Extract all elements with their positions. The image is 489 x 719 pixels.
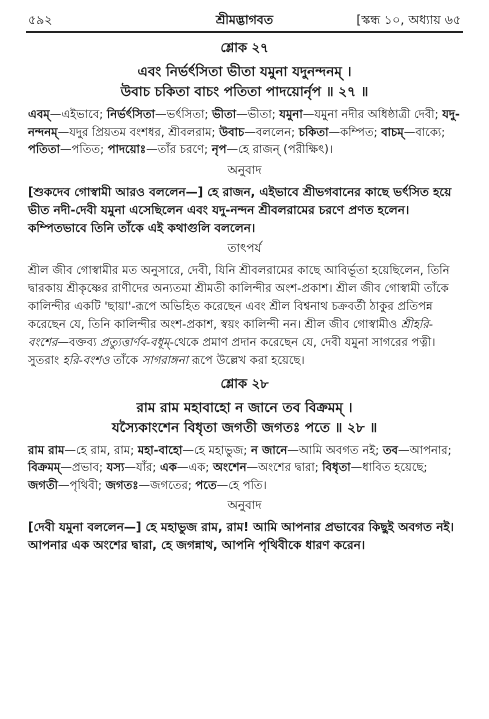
synonym-term: পতিতা (28, 142, 60, 156)
synonym-term: পতে (195, 477, 217, 492)
scripture-reference: শ্রীহরি-বংশের (28, 316, 433, 349)
synonym-term: অংশেন (213, 460, 247, 474)
purport-text: —বক্তব্য (57, 334, 101, 349)
page-number: ৫৯২ (28, 12, 53, 27)
synonym-meaning: —ধাবিত হয়েছে; (350, 460, 428, 474)
synonym-meaning: —জগতের; (138, 477, 196, 492)
synonym-term: বিধৃতা (322, 460, 351, 474)
synonym-term: মহা-বাহো (137, 442, 183, 457)
verse-27-purport-heading: তাৎপর্য (227, 240, 262, 255)
verse-28-line-1: রাম রাম মহাবাহো ন জানে তব বিক্রমম্‌ । (136, 399, 353, 416)
synonym-meaning: —বললেন; (244, 124, 299, 139)
verse-27-purport (28, 261, 461, 369)
synonym-term: বিক্রমম্‌ (28, 460, 61, 474)
purport-text: রূপে উল্লেখ করা হয়েছে। (188, 352, 305, 367)
synonym-meaning: —হে রাজন্‌ (পরীক্ষিৎ)। (226, 142, 333, 156)
purport-text: শ্রীল জীব গোস্বামীর মত অনুসারে, দেবী, যিনি শ্রীবলরামের কাছে আবির্ভূতা হয়েছিলেন, তিনি দ্বারকায় শ্রীকৃষ্ণের রাণীদের অন্যতমা শ্রীমতী কালিন্দীর অংশ-প্রকাশ। শ্রীল জীব গোস্বামী তাঁকে কালিন্দীর একটি 'ছায়া'-রূপে অভিহিত করেছেন এবং শ্রীল বিশ্বনাথ চক্রবর্তী ঠাকুর প্রতিপন্ন করেছেন যে, তিনি কালিন্দীর অংশ-প্রকাশ, স্বয়ং কালিন্দী নন। শ্রীল জীব গোস্বামীও (28, 262, 450, 331)
verse-28-number: শ্লোক ২৮ (220, 376, 269, 392)
synonym-term: ভীতা (212, 107, 237, 121)
synonym-term: জগতী (28, 477, 58, 492)
synonym-meaning: —তাঁর চরণে; (146, 142, 212, 156)
synonym-meaning: —অংশের দ্বারা; (246, 460, 323, 474)
synonym-meaning: —হে পতি। (216, 477, 267, 492)
synonym-meaning: —প্রভাব; (60, 460, 107, 474)
canto-chapter-ref: [স্কন্ধ ১০, অধ্যায় ৬৫ (356, 12, 461, 27)
synonym-term: এবম্‌ (28, 107, 50, 121)
synonym-term: ন জানে (251, 442, 288, 457)
synonym-term: চকিতা (298, 124, 329, 139)
scripture-reference: প্রত্যুত্তার্ণব-বধূম্‌ (100, 334, 170, 349)
header-rule (26, 31, 463, 33)
verse-27-translation-heading: অনুবাদ (227, 162, 262, 177)
synonym-term: উবাচ (219, 124, 245, 139)
synonym-meaning: —বাক্যে; (403, 124, 446, 139)
verse-27-number: শ্লোক ২৭ (220, 41, 269, 56)
synonym-meaning: —কম্পিত; (328, 124, 382, 139)
scripture-reference: হরি-বংশও (62, 352, 110, 367)
synonym-term: জগতঃ (105, 477, 139, 492)
synonym-meaning: —আমি অবগত নই; (287, 442, 383, 457)
synonym-meaning: —ভীতা; (236, 107, 280, 121)
synonym-meaning: —এক; (176, 460, 214, 474)
synonym-meaning: —যাঁর; (124, 460, 160, 474)
page-content (28, 38, 461, 554)
synonym-term: তব (382, 442, 399, 457)
scripture-reference: সাগরাঙ্গনা (141, 352, 189, 367)
synonym-term: যমুনা (279, 107, 303, 121)
synonym-term: পাদয়োঃ (107, 142, 147, 156)
synonym-term: নির্ভর্ৎসিতা (106, 107, 155, 121)
verse-28-line-2: যস্যৈকাংশেন বিধৃতা জগতী জগতঃ পতে ॥ ২৮ ॥ (111, 419, 378, 436)
page-title: শ্রীমদ্ভাগবত (215, 12, 274, 27)
synonym-term: যস্য (106, 460, 125, 474)
synonym-meaning: —ভর্ৎসিতা; (154, 107, 213, 121)
synonym-meaning: —হে মহাভুজ; (182, 442, 251, 457)
verse-27-synonyms (28, 106, 461, 159)
synonym-term: এক (159, 460, 177, 474)
verse-27-line-2: উবাচ চকিতা বাচং পতিতা পাদয়োর্নৃপ ॥ ২৭ ॥ (120, 84, 369, 100)
synonym-meaning: —পতিত; (59, 142, 108, 156)
purport-text: -থেকে প্রমাণ প্রদান করেছেন যে, দেবী যমুনা সাগরের পত্নী। সুতরাং (28, 334, 436, 367)
synonym-term: রাম রাম (28, 442, 65, 457)
synonym-meaning: —এইভাবে; (49, 107, 107, 121)
synonym-term: যদু-নন্দনম্‌ (28, 107, 460, 139)
synonym-meaning: —হে রাম, রাম; (64, 442, 138, 457)
verse-28-translation: [দেবী যমুনা বললেন—] হে মহাভুজ রাম, রাম! আমি আপনার প্রভাবের কিছুই অবগত নই। আপনার এক অংশের দ্বারা, হে জগন্নাথ, আপনি পৃথিবীকে ধারণ করেন। (28, 520, 454, 552)
verse-27-translation: [শুকদেব গোস্বামী আরও বললেন—] হে রাজন, এইভাবে শ্রীভগবানের কাছে ভর্ৎসিত হয়ে ভীত নদী-দেবী যমুনা এসেছিলেন এবং যদু-নন্দন শ্রীবলরামের চরণে প্রণত হলেন। কম্পিতভাবে তিনি তাঁকে এই কথাগুলি বললেন। (28, 184, 452, 235)
synonym-term: নৃপ (211, 142, 227, 156)
verse-28-synonyms (28, 442, 461, 495)
synonym-meaning: —যদুর প্রিয়তম বংশধর, শ্রীবলরাম; (57, 124, 220, 139)
synonym-meaning: —যমুনা নদীর অধিষ্ঠাত্রী দেবী; (302, 107, 443, 121)
synonym-term: বাচম্‌ (381, 124, 404, 139)
verse-27-line-1: এবং নির্ভর্ৎসিতা ভীতা যমুনা যদুনন্দনম্‌ । (137, 64, 352, 80)
page-header (28, 10, 461, 30)
verse-28-translation-heading: অনুবাদ (227, 498, 262, 512)
purport-text: তাঁকে (109, 352, 142, 367)
synonym-meaning: —পৃথিবী; (58, 477, 106, 492)
synonym-meaning: —আপনার; (398, 442, 452, 457)
